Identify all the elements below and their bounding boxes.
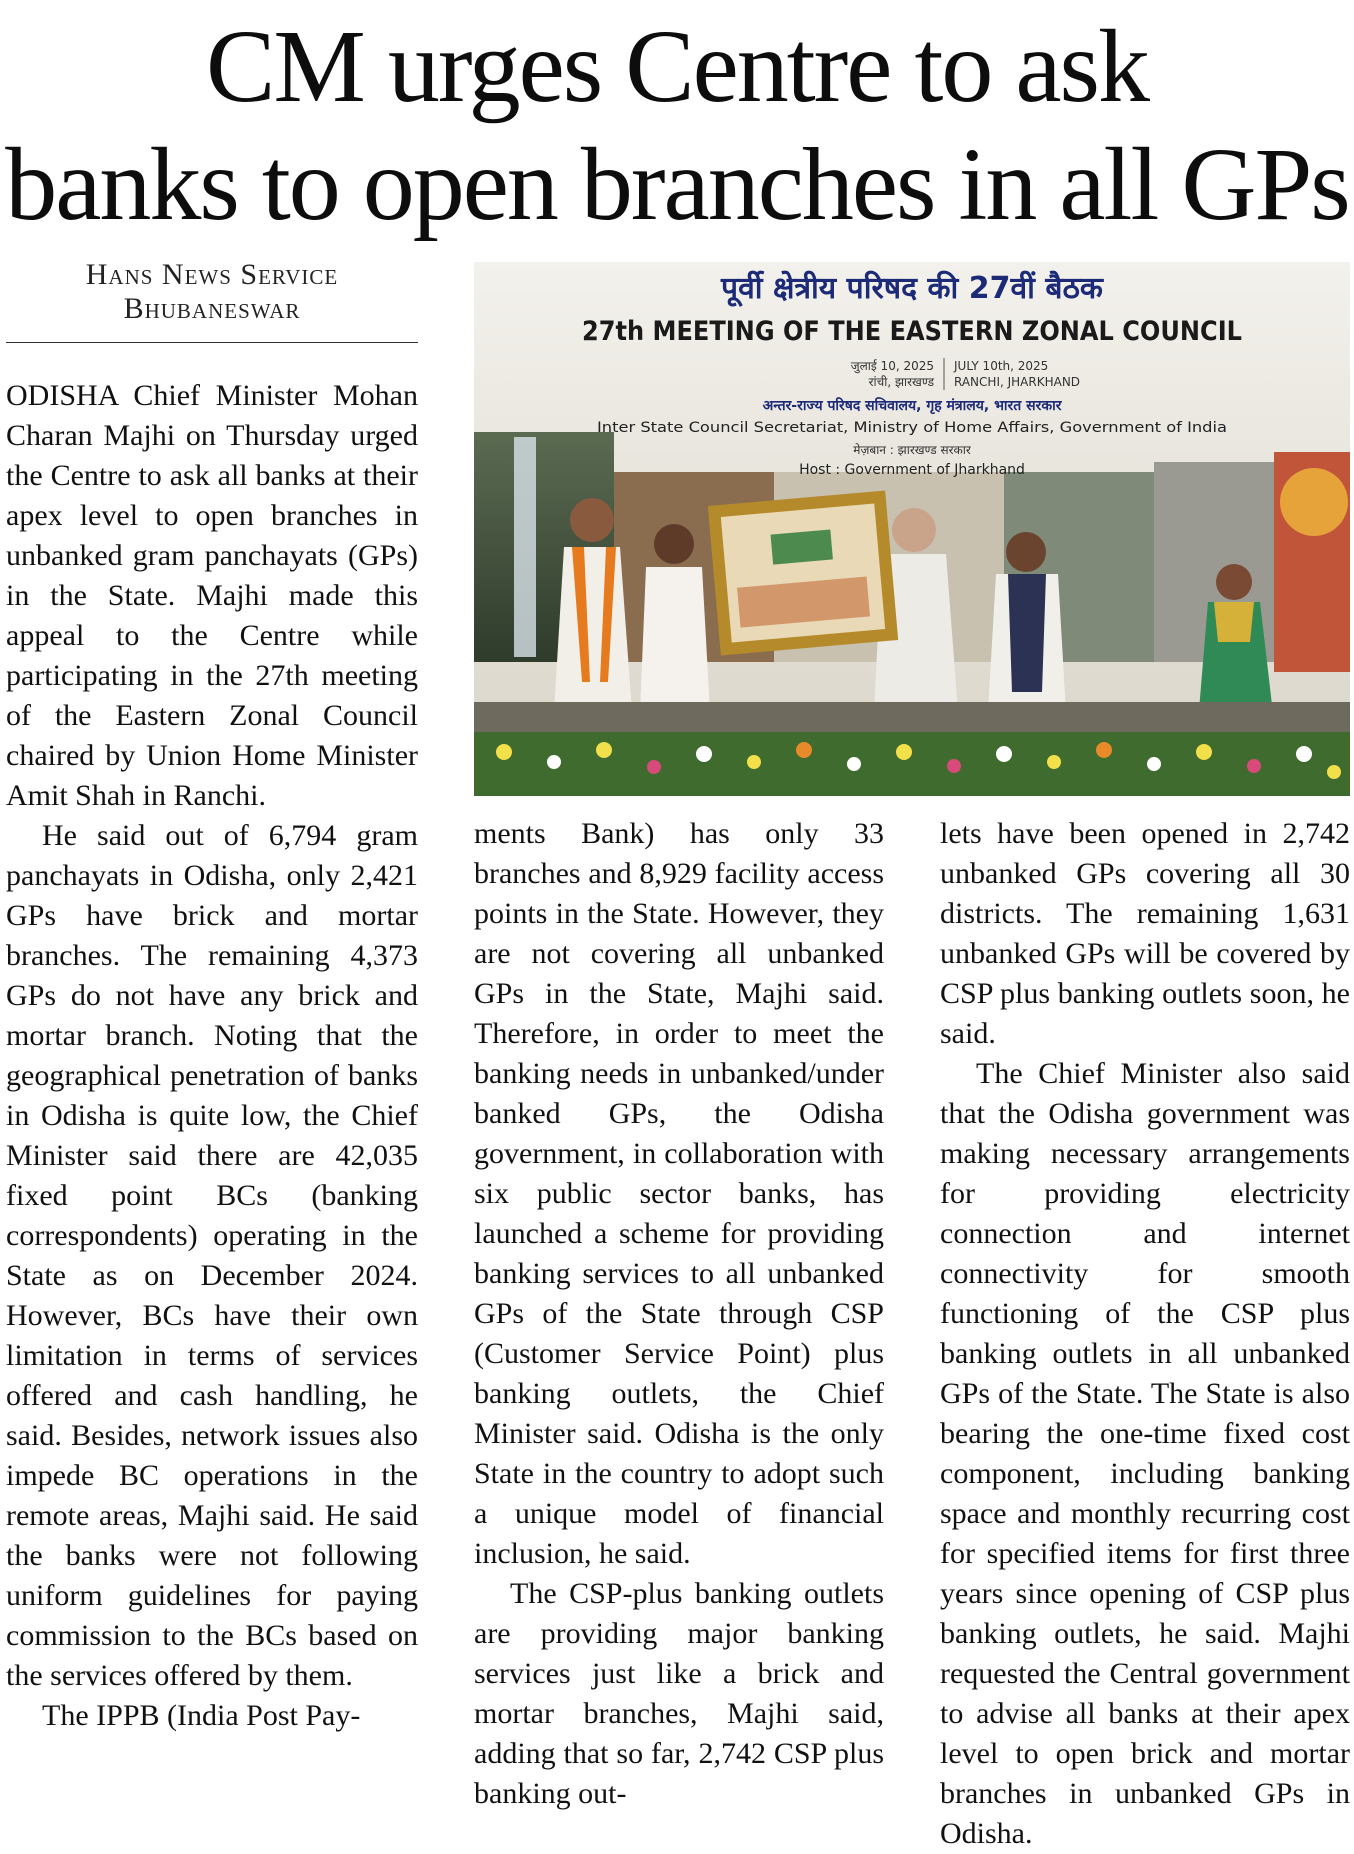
byline-service: Hans News Service (85, 258, 339, 291)
byline (6, 258, 418, 326)
col3-paragraph-1: lets have been opened in 2,742 unbanked GPs covering all 30 districts. The remaining 1,631 unbanked GPs will be covered by CSP plus banking outlets soon, he said. (940, 817, 1350, 1050)
banner-host-hindi: मेज़बान : झारखण्ड सरकार (853, 443, 971, 457)
banner-place: RANCHI, JHARKHAND (954, 375, 1081, 389)
article-column-1 (6, 376, 418, 1736)
photo-illustration (474, 262, 1350, 796)
banner-date-hindi: जुलाई 10, 2025 (850, 359, 934, 373)
banner-secretariat: Inter State Council Secretariat, Ministry of Home Affairs, Government of India (597, 420, 1227, 436)
headline-line-2: banks to open branches in all GPs (5, 127, 1349, 242)
banner-host: Host : Government of Jharkhand (799, 462, 1025, 478)
col3-paragraph-2: The Chief Minister also said that the Odisha government was making necessary arrangements for providing electricity connection and internet connectivity for smooth functioning of the CSP plus banking outlets in all unbanked GPs of the State. The State is also bearing the one-time fixed cost component, including banking space and monthly recurring cost for specified items for first three years since opening of CSP plus banking outlets, he said. Majhi requested the Central government to advise all banks at their apex level to open brick and mortar branches in unbanked GPs in Odisha. (940, 1057, 1350, 1850)
flower-arrangement (474, 732, 1350, 796)
col1-paragraph-3: The IPPB (India Post Pay- (42, 1699, 361, 1732)
banner-title: 27th MEETING OF THE EASTERN ZONAL COUNCIL (582, 316, 1242, 347)
col2-paragraph-2: The CSP-plus banking outlets are providing major banking services just like a brick and mortar branches, Majhi said, adding that so far, 2,742 CSP plus banking out- (474, 1577, 884, 1810)
banner-hindi-title: पूर्वी क्षेत्रीय परिषद की 27वीं बैठक (721, 271, 1103, 306)
col1-paragraph-2: He said out of 6,794 gram panchayats in Odisha, only 2,421 GPs have brick and mortar branches. The remaining 4,373 GPs do not have any brick and mortar branch. Noting that the geographical penetration of banks in Odisha is quite low, the Chief Minister said there are 42,035 fixed point BCs (banking correspondents) operating in the State as on December 2024. However, BCs have their own limitation in terms of services offered and cash handling, he said. Besides, network issues also impede BC operations in the remote areas, Majhi said. He said the banks were not following uniform guidelines for paying commission to the BCs based on the services offered by them. (6, 819, 418, 1692)
col1-paragraph-1: ODISHA Chief Minister Mohan Charan Majhi on Thursday urged the Centre to ask all banks at their apex level to open branches in unbanked gram panchayats (GPs) in the State. Majhi made this appeal to the Centre while participating in the 27th meeting of the Eastern Zonal Council chaired by Union Home Minister Amit Shah in Ranchi. (6, 379, 418, 812)
byline-place: Bhubaneswar (123, 292, 301, 325)
byline-rule (6, 342, 418, 343)
banner-secretariat-hindi: अन्तर-राज्य परिषद सचिवालय, गृह मंत्रालय, भारत सरकार (762, 398, 1062, 414)
news-photo (474, 262, 1350, 796)
banner-place-hindi: रांची, झारखण्ड (868, 375, 934, 389)
banner-date: JULY 10th, 2025 (954, 359, 1049, 373)
headline (0, 8, 1354, 244)
article-column-2 (474, 814, 884, 1814)
headline-line-1: CM urges Centre to ask (206, 9, 1148, 124)
article-column-3 (940, 814, 1350, 1854)
col2-paragraph-1: ments Bank) has only 33 branches and 8,929 facility access points in the State. However, they are not covering all unbanked GPs in the State, Majhi said. Therefore, in order to meet the banking needs in unbanked/under banked GPs, the Odisha government, in collaboration with six public sector banks, has launched a scheme for providing banking services to all unbanked GPs of the State through CSP (Customer Service Point) plus banking outlets, the Chief Minister said. Odisha is the only State in the country to adopt such a unique model of financial inclusion, he said. (474, 817, 884, 1570)
